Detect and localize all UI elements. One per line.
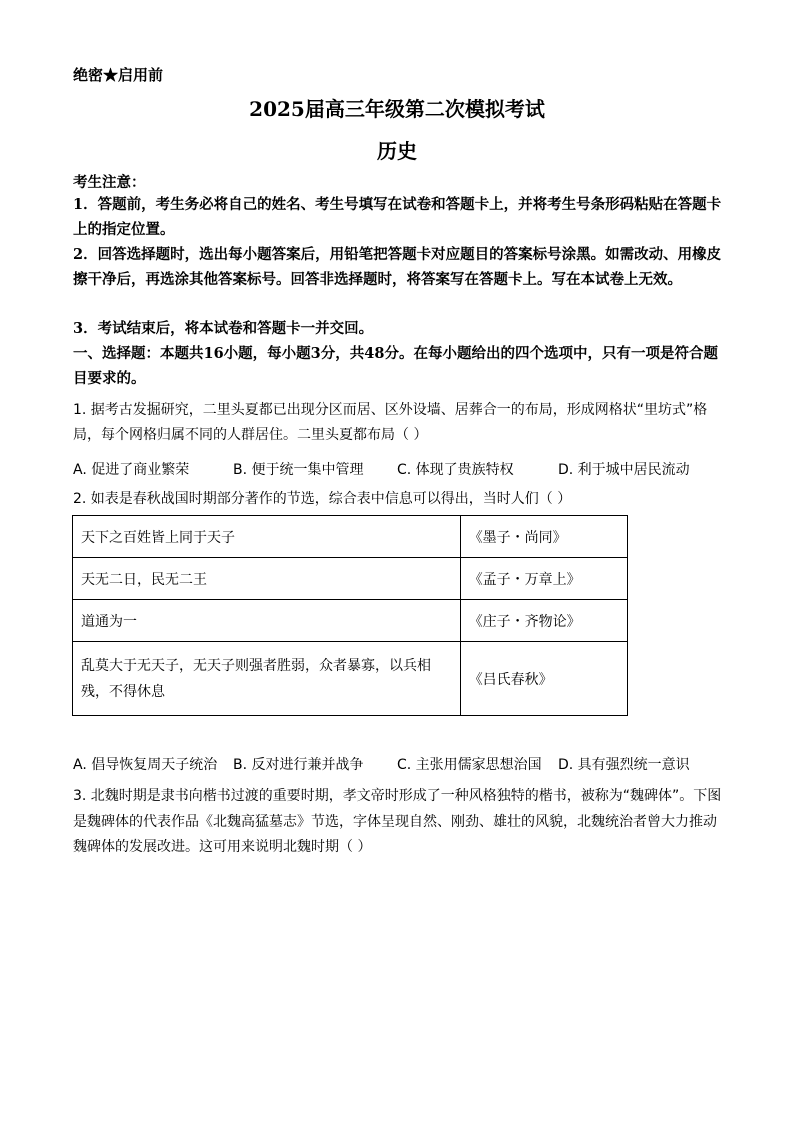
question-2-stem: 2. 如表是春秋战国时期部分著作的节选，综合表中信息可以得出，当时人们（ ） <box>73 491 572 507</box>
option-c: C. 体现了贵族特权 <box>397 462 514 478</box>
section-1-heading: 一、选择题：本题共16小题，每小题3分，共48分。在每小题给出的四个选项中，只有一项是符合题目要求的。 <box>73 345 718 387</box>
quote-cell: 乱莫大于无天子，无天子则强者胜弱，众者暴寡，以兵相残，不得休息 <box>81 657 431 700</box>
source-table <box>72 515 628 716</box>
table-row <box>73 516 628 558</box>
quote-cell: 天下之百姓皆上同于天子 <box>73 516 461 558</box>
question-2-options <box>73 754 723 776</box>
quote-cell: 道通为一 <box>73 600 461 642</box>
table-row <box>73 642 628 716</box>
option-a: A. 倡导恢复周天子统治 <box>73 757 218 773</box>
option-b: B. 便于统一集中管理 <box>233 462 364 478</box>
source-cell: 《庄子・齐物论》 <box>460 600 627 642</box>
table-row <box>73 600 628 642</box>
source-cell: 《墨子・尚同》 <box>460 516 627 558</box>
quote-cell: 天无二日，民无二王 <box>73 558 461 600</box>
notice-item-2: 2．回答选择题时，选出每小题答案后，用铅笔把答题卡对应题目的答案标号涂黑。如需改动、用橡皮擦干净后，再选涂其他答案标号。回答非选择题时，将答案写在答题卡上。写在本试卷上无效。 <box>73 246 722 288</box>
notice-item-1: 1．答题前，考生务必将自己的姓名、考生号填写在试卷和答题卡上，并将考生号条形码粘贴在答题卡上的指定位置。 <box>73 196 722 238</box>
table-row <box>73 558 628 600</box>
notice-heading: 考生注意： <box>73 174 146 191</box>
question-3-stem: 3. 北魏时期是隶书向楷书过渡的重要时期，孝文帝时形成了一种风格独特的楷书，被称为“魏碑体”。下图是魏碑体的代表作品《北魏高猛墓志》节选，字体呈现自然、刚劲、雄壮的风貌，北魏统治者曾大力推动魏碑体的发展改进。这可用来说明北魏时期（ ） <box>73 788 722 855</box>
option-d: D. 具有强烈统一意识 <box>558 757 690 773</box>
source-cell: 《孟子・万章上》 <box>460 558 627 600</box>
question-1-options <box>73 459 723 481</box>
source-cell: 《吕氏春秋》 <box>460 642 627 716</box>
notice-item-3: 3．考试结束后，将本试卷和答题卡一并交回。 <box>73 320 374 337</box>
quote-cell-wrapper <box>73 642 461 716</box>
exam-title: 2025届高三年级第二次模拟考试 <box>249 97 545 121</box>
subject-title: 历史 <box>377 139 417 163</box>
option-c: C. 主张用儒家思想治国 <box>397 757 542 773</box>
secret-mark: 绝密★启用前 <box>73 66 164 84</box>
question-1-stem: 1. 据考古发掘研究，二里头夏都已出现分区而居、区外设墙、居葬合一的布局，形成网格状“里坊式”格局，每个网格归属不同的人群居住。二里头夏都布局（ ） <box>73 402 708 443</box>
option-a: A. 促进了商业繁荣 <box>73 462 190 478</box>
option-d: D. 利于城中居民流动 <box>558 462 690 478</box>
option-b: B. 反对进行兼并战争 <box>233 757 364 773</box>
